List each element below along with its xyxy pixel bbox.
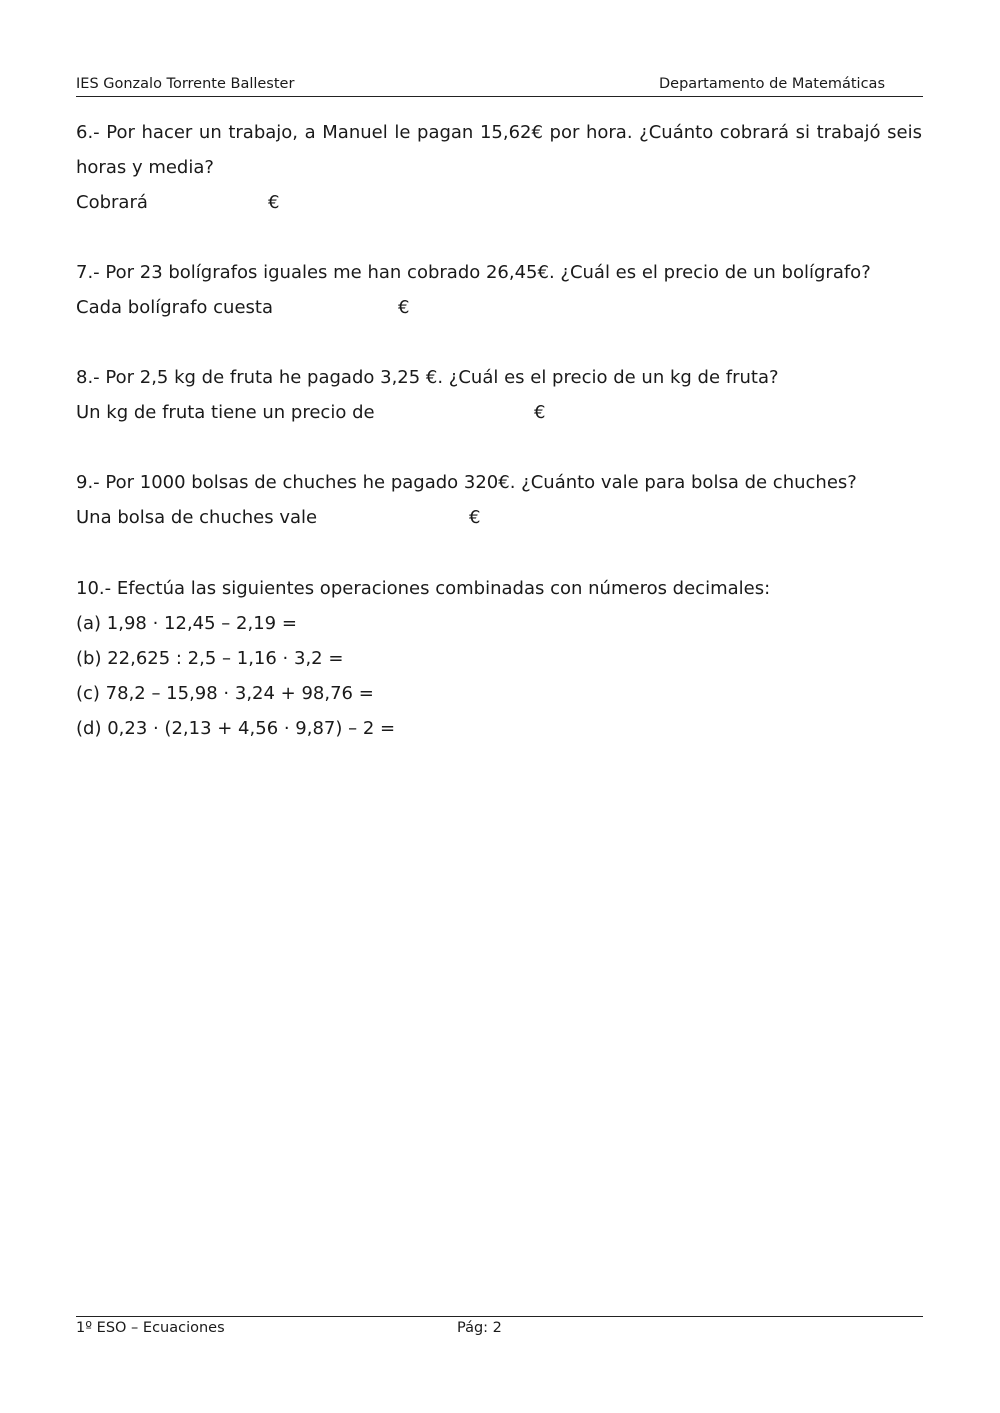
question-9 — [76, 465, 922, 535]
question-7 — [76, 255, 922, 325]
answer-line — [76, 395, 922, 430]
page-number: Pág: 2 — [457, 1320, 502, 1336]
operation-answer-input[interactable] — [401, 719, 601, 739]
answer-line — [76, 290, 922, 325]
course-label: 1º ESO – Ecuaciones — [76, 1320, 225, 1336]
department-name: Departamento de Matemáticas — [659, 76, 885, 92]
question-statement: 8.- Por 2,5 kg de fruta he pagado 3,25 €. ¿Cuál es el precio de un kg de fruta? — [76, 367, 779, 388]
operation-answer-input[interactable] — [380, 684, 580, 704]
answer-input[interactable] — [156, 185, 336, 205]
operation-d — [76, 711, 922, 746]
operation-a — [76, 606, 922, 641]
answer-input[interactable] — [281, 290, 391, 310]
page-footer — [76, 1316, 923, 1336]
answer-prefix: Cobrará — [76, 192, 148, 213]
question-statement: 7.- Por 23 bolígrafos iguales me han cobrado 26,45€. ¿Cuál es el precio de un bolígrafo? — [76, 262, 871, 283]
question-10 — [76, 571, 922, 746]
school-name: IES Gonzalo Torrente Ballester — [76, 76, 295, 92]
question-statement: 6.- Por hacer un trabajo, a Manuel le pagan 15,62€ por hora. ¿Cuánto cobrará si trabajó seis horas y media? — [76, 122, 922, 178]
question-6 — [76, 115, 922, 220]
euro-unit: € — [268, 192, 280, 213]
answer-prefix: Un kg de fruta tiene un precio de — [76, 402, 375, 423]
operation-b — [76, 641, 922, 676]
operation-expression: (d) 0,23 · (2,13 + 4,56 · 9,87) – 2 = — [76, 718, 396, 739]
answer-prefix: Una bolsa de chuches vale — [76, 507, 318, 528]
answer-line — [76, 500, 922, 535]
question-8 — [76, 360, 922, 430]
answer-input[interactable] — [321, 500, 461, 520]
page-header — [76, 76, 923, 97]
operation-expression: (c) 78,2 – 15,98 · 3,24 + 98,76 = — [76, 683, 374, 704]
answer-line — [76, 185, 922, 220]
question-statement: 9.- Por 1000 bolsas de chuches he pagado 320€. ¿Cuánto vale para bolsa de chuches? — [76, 472, 857, 493]
answer-input[interactable] — [386, 395, 526, 415]
operation-answer-input[interactable] — [303, 614, 503, 634]
operation-answer-input[interactable] — [349, 649, 549, 669]
euro-unit: € — [469, 507, 481, 528]
operation-expression: (b) 22,625 : 2,5 – 1,16 · 3,2 = — [76, 648, 344, 669]
question-statement: 10.- Efectúa las siguientes operaciones combinadas con números decimales: — [76, 578, 771, 599]
operation-c — [76, 676, 922, 711]
euro-unit: € — [534, 402, 546, 423]
answer-prefix: Cada bolígrafo cuesta — [76, 297, 273, 318]
operation-expression: (a) 1,98 · 12,45 – 2,19 = — [76, 613, 297, 634]
euro-unit: € — [398, 297, 410, 318]
